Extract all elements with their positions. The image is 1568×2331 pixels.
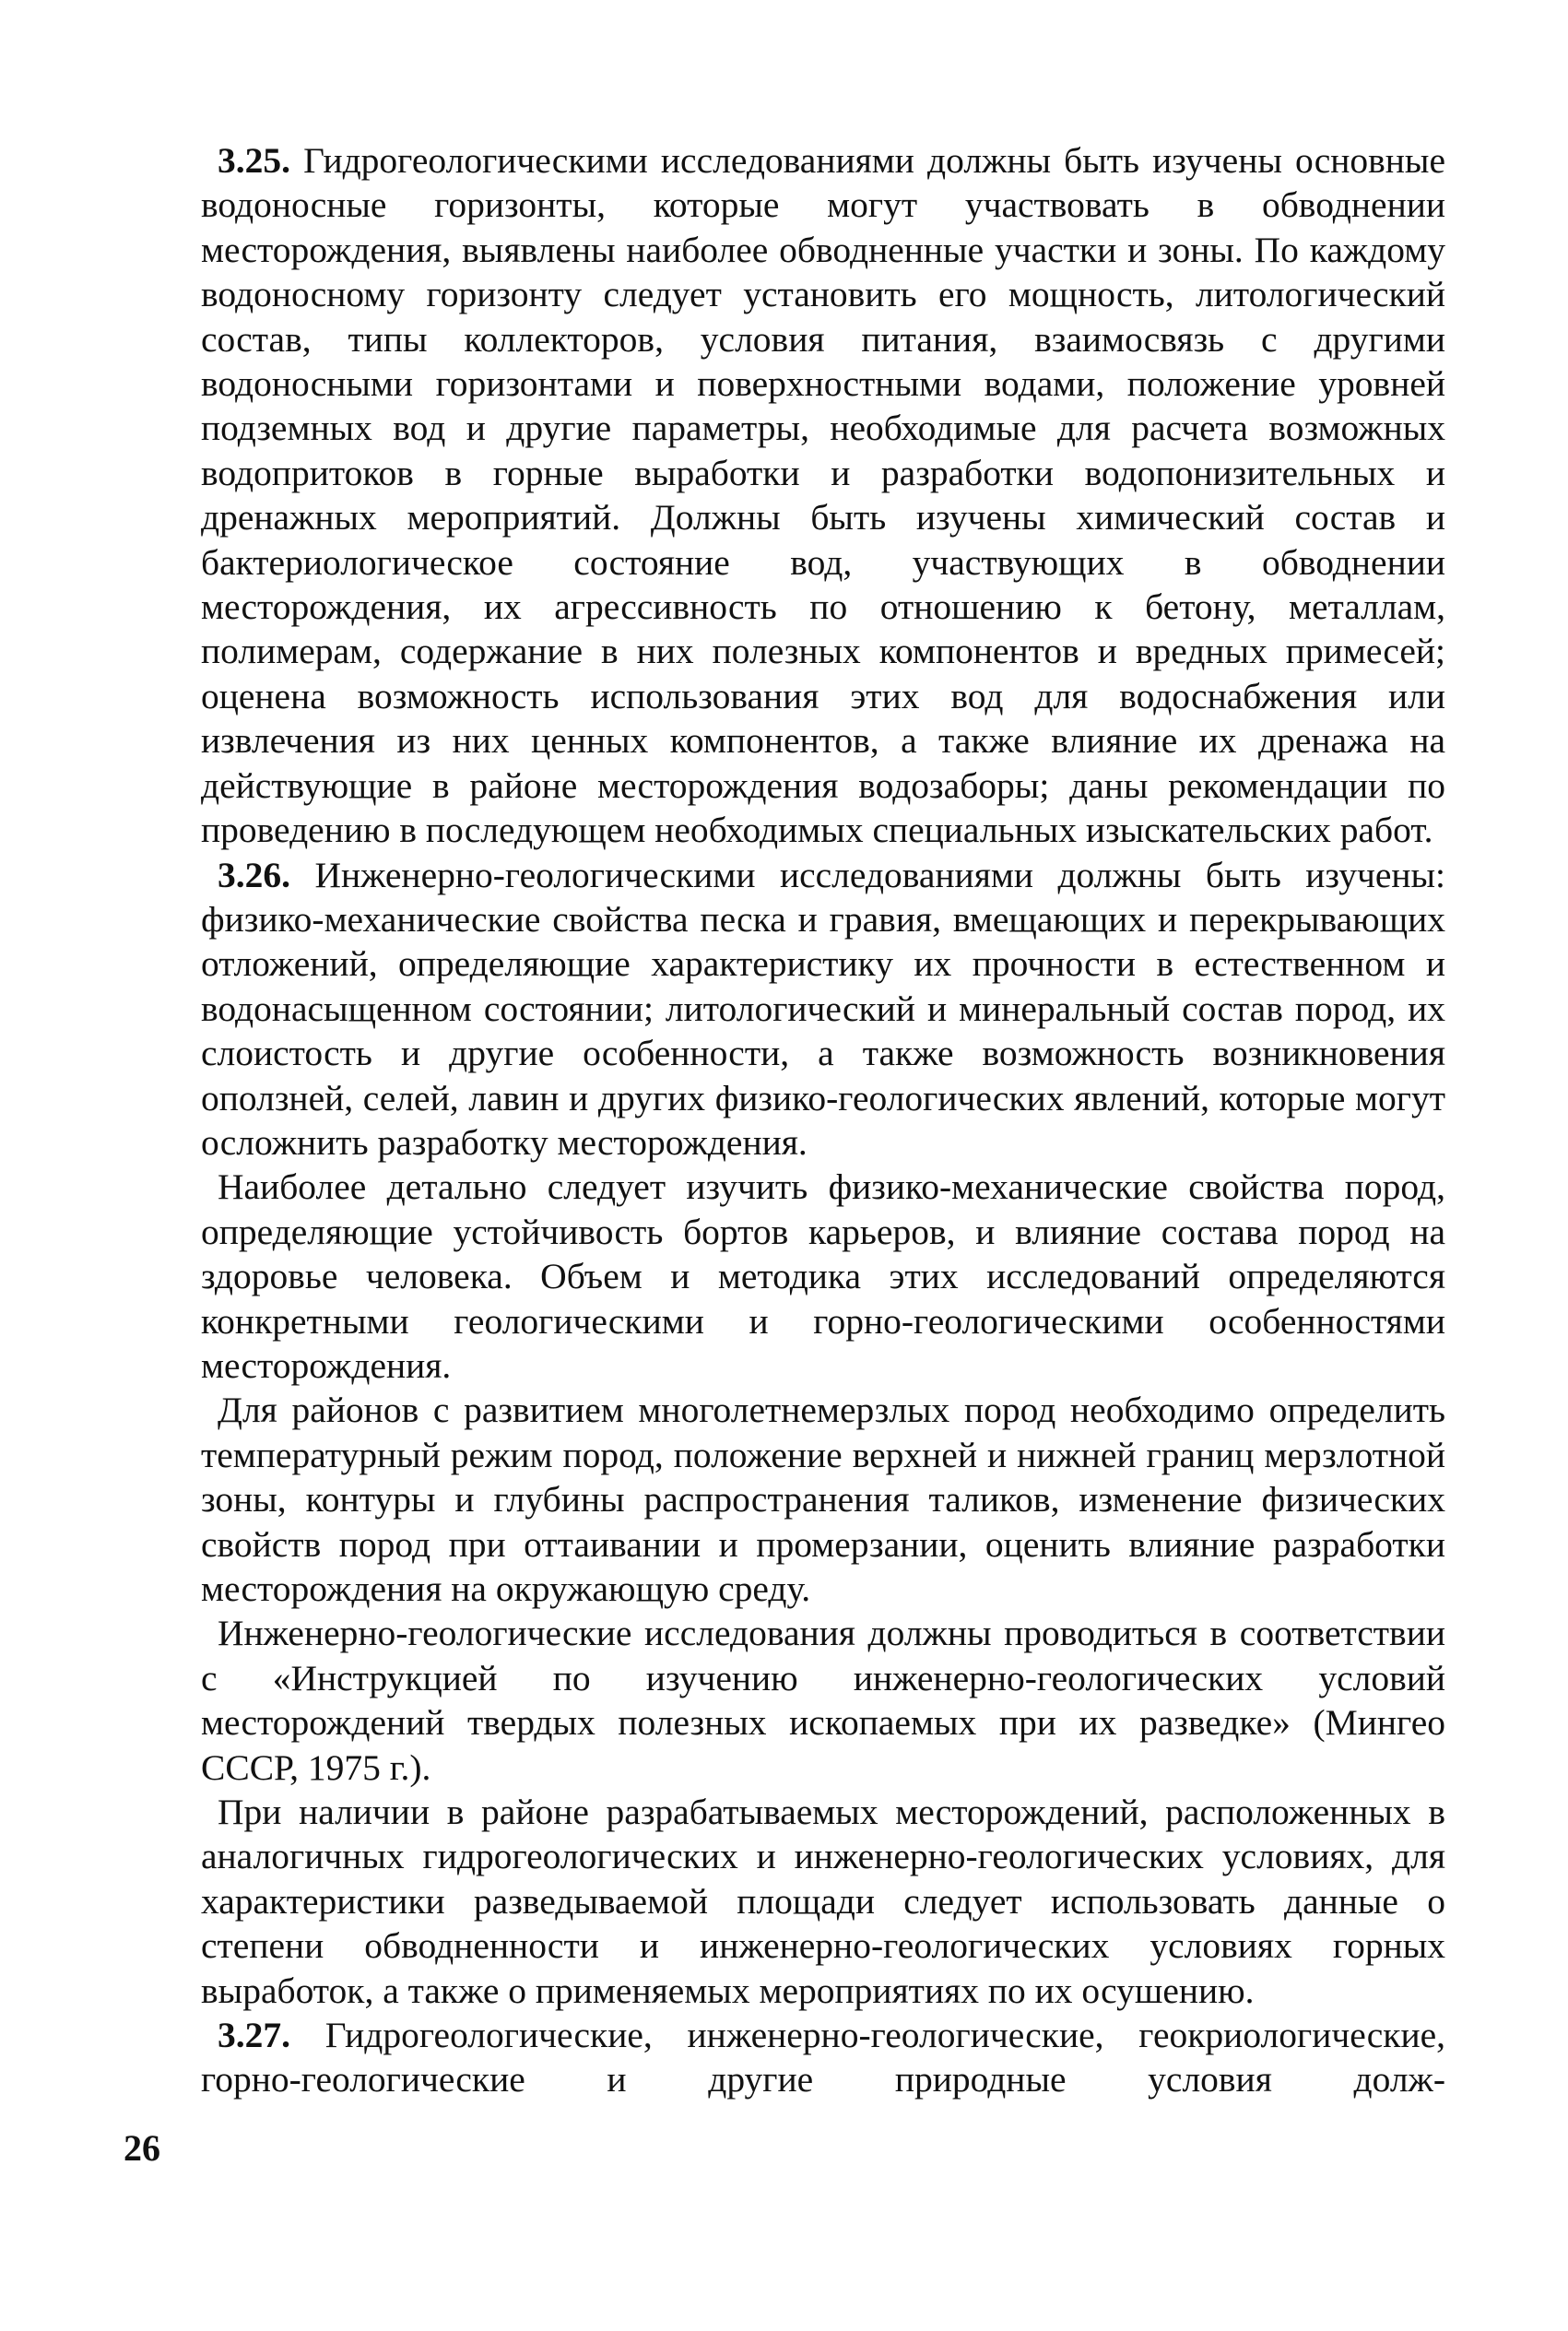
paragraph-text: Инженерно-геологические исследования должны проводиться в соответствии с «Инструкцией по изучению инженерно-геологических условий месторождений твердых полезных ископаемых при их разведке» (Мингео СССР, 1975 г.). xyxy=(201,1613,1445,1788)
paragraph-instruction-reference xyxy=(201,1611,1445,1790)
paragraph-3-27 xyxy=(201,2013,1445,2102)
paragraph-text: Наиболее детально следует изучить физико-механические свойства пород, определяющие устойчивость бортов карьеров, и влияние состава пород на здоровье человека. Объем и методика этих исследований определяются конкретными геологическими и горно-геологическими особенностями месторождения. xyxy=(201,1166,1445,1386)
paragraph-permafrost xyxy=(201,1388,1445,1611)
paragraph-number: 3.27. xyxy=(218,2015,290,2056)
paragraph-number: 3.26. xyxy=(218,854,290,895)
page-number: 26 xyxy=(124,2127,160,2169)
paragraph-text: Инженерно-геологическими исследованиями должны быть изучены: физико-механические свойства песка и гравия, вмещающих и перекрывающих отложений, определяющие характеристику их прочности в естественном и водонасыщенном состоянии; литологический и минеральный состав пород, их слоистость и другие особенности, а также возможность возникновения оползней, селей, лавин и других физико-геологических явлений, которые могут осложнить разработку месторождения. xyxy=(201,854,1446,1163)
paragraph-text: Гидрогеологическими исследованиями должны быть изучены основные водоносные горизонты, которые могут участвовать в обводнении месторождения, выявлены наиболее обводненные участки и зоны. По каждому водоносному горизонту следует установить его мощность, литологический состав, типы коллекторов, условия питания, взаимосвязь с другими водоносными горизонтами и поверхностными водами, положение уровней подземных вод и другие параметры, необходимые для расчета возможных водопритоков в горные выработки и разработки водопонизительных и дренажных мероприятий. Должны быть изучены химический состав и бактериологическое состояние вод, участвующих в обводнении месторождения, их агрессивность по отношению к бетону, металлам, полимерам, содержание в них полезных компонентов и вредных примесей; оценена возможность использования этих вод для водоснабжения или извлечения из них ценных компонентов, а также влияние их дренажа на действующие в районе месторождения водозаборы; даны рекомендации по проведению в последующем необходимых специальных изыскательских работ. xyxy=(201,140,1446,851)
paragraph-3-26 xyxy=(201,853,1445,1166)
body-text xyxy=(201,138,1445,2102)
paragraph-number: 3.25. xyxy=(218,140,290,181)
paragraph-rock-properties xyxy=(201,1165,1445,1388)
paragraph-text: Для районов с развитием многолетнемерзлых пород необходимо определить температурный режим пород, положение верхней и нижней границ мерзлотной зоны, контуры и глубины распространения таликов, изменение физических свойств пород при оттаивании и промерзании, оценить влияние разработки месторождения на окружающую среду. xyxy=(201,1390,1445,1609)
paragraph-text: Гидрогеологические, инженерно-геологические, геокриологические, горно-геологические и другие природные условия долж- xyxy=(201,2015,1445,2100)
paragraph-analogous-deposits xyxy=(201,1790,1445,2013)
paragraph-text: При наличии в районе разрабатываемых месторождений, расположенных в аналогичных гидрогеологических и инженерно-геологических условиях, для характеристики разведываемой площади следует использовать данные о степени обводненности и инженерно-геологических условиях горных выработок, а также о применяемых мероприятиях по их осушению. xyxy=(201,1792,1445,2011)
paragraph-3-25 xyxy=(201,138,1445,853)
